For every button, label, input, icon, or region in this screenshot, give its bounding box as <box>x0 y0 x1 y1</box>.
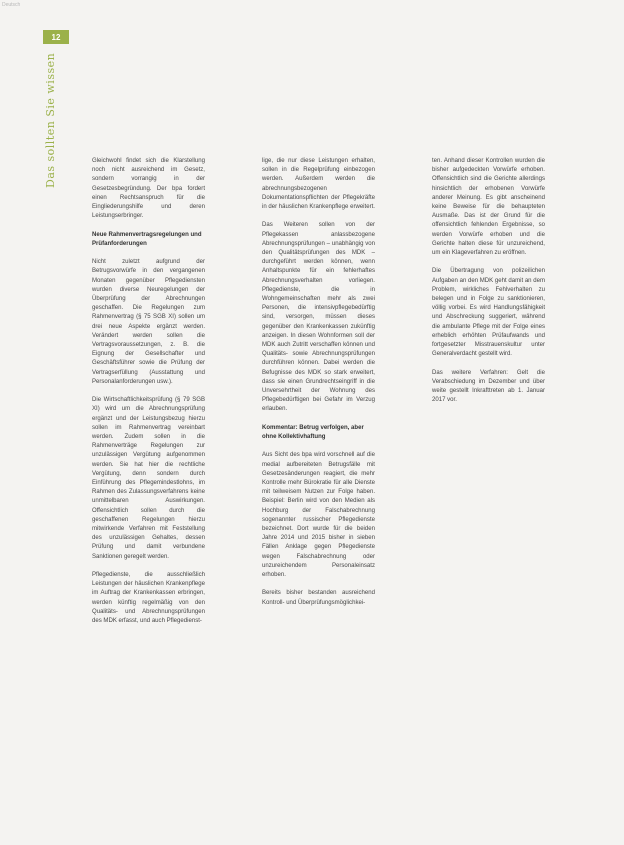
page-number: 12 <box>43 30 69 44</box>
paragraph: Gleichwohl findet sich die Klarstellung noch nicht ausreichend im Gesetz, sondern vorrangig in der Gesetzesbegründung. Der bpa fordert einen Rechtsanspruch für die Eingliederungshilfe und deren Leistungserbringer. <box>92 158 205 220</box>
section-heading: Neue Rahmenvertragsregelungen und Prüfanforderungen <box>92 231 202 247</box>
paragraph: lige, die nur diese Leistungen erhalten, sollen in die Regelprüfung einbezogen werden. Außerdem werden die abrechnungsbezogenen Dokumentationspflichten der Pflegekräfte in der häuslichen Krankenpflege erweitert. <box>262 158 375 211</box>
text-column-1 <box>92 157 205 635</box>
paragraph: Pflegedienste, die ausschließlich Leistungen der häuslichen Krankenpflege im Auftrag der Krankenkassen erbringen, werden künftig regelmäßig von den Qualitäts- und Abrechnungsprüfungen des MDK erfasst, und auch Pflegedienst- <box>92 572 205 625</box>
paragraph: Aus Sicht des bpa wird vorschnell auf die medial aufbereiteten Betrugsfälle mit Gesetzesänderungen reagiert, die mehr Kontrolle mehr Bürokratie für alle Dienste mit teilweisem Nutzen zur Folge haben. Beispiel: Berlin wird von den Medien als Hochburg der Falschabrechnung sogenannter russischer Pflegedienste bezeichnet. Dort wurde für die beiden Jahre 2014 und 2015 bisher in sieben Fällen Anklage gegen Pflegedienste wegen Falschabrechnung oder unzureichendem Personaleinsatz erhoben. <box>262 452 375 579</box>
text-column-3 <box>432 157 545 415</box>
section-heading: Kommentar: Betrug verfolgen, aber ohne Kollektivhaftung <box>262 424 364 441</box>
paragraph: Die Übertragung von polizeilichen Aufgaben an den MDK geht damit an dem Problem, wirkliches Fehlverhalten zu belegen und in Folge zu sanktionieren, völlig vorbei. Es wird Handlungsfähigkeit und Abschreckung suggeriert, während die ambulante Pflege mit der Folge eines erheblich erhöhten Prüfaufwands und fortgesetzter Misstrauenskultur unter Generalverdacht gestellt wird. <box>432 268 545 358</box>
corner-label: Deutsch <box>2 2 21 8</box>
paragraph: Nicht zuletzt aufgrund der Betrugsvorwürfe in den vergangenen Monaten gegenüber Pflegediensten wurden diverse Neuregelungen der Überprüfung der Abrechnungen geschaffen. Die Regelungen zum Rahmenvertrag (§ 75 SGB XI) sollen um drei neue Aspekte ergänzt werden. Verändert werden sollen die Vertragsvoraussetzungen, z. B. die Eignung der Gesellschafter und Geschäftsführer sowie die Prüfung der Vertragserfüllung (Ausstattung und Personalanforderungen usw.). <box>92 259 205 385</box>
paragraph: Das weitere Verfahren: Gelt die Verabschiedung im Dezember und über weite gestellt Inkrafttreten ab 1. Januar 2017 vor. <box>432 369 545 404</box>
paragraph: Das Weiteren sollen von der Pflegekassen anlassbezogene Abrechnungsprüfungen – unabhängig von den Qualitätsprüfungen des MDK – durchgeführt werden können, wenn Anhaltspunkte für ein fehlerhaftes Abrechnungsverhalten vorliegen. Pflegedienste, die in Wohngemeinschaften mehr als zwei Personen, die intensivpflegebedürftig sind, versorgen, müssen dieses gegenüber den Krankenkassen zukünftig anzeigen. In diesen Wohnformen soll der MDK auch Zutritt verschaffen können und Qualitäts- sowie Abrechnungsprüfungen durchführen können. Dabei werden die Befugnisse des MDK so stark erweitert, dass sie einen Grundrechtseingriff in die Unversehrtheit der Wohnung des Pflegebedürftigen bei Gefahr im Verzug erlauben. <box>262 222 375 413</box>
paragraph: Bereits bisher bestanden ausreichend Kontroll- und Überprüfungsmöglichkei- <box>262 590 375 606</box>
section-title: Das sollten Sie wissen <box>44 52 57 188</box>
text-column-2 <box>262 157 375 617</box>
paragraph: Die Wirtschaftlichkeitsprüfung (§ 79 SGB XI) wird um die Abrechnungsprüfung ergänzt und der Leistungsbezug hierzu sollen im Rahmenvertrag vereinbart werden. Zudem sollen in die Rahmenverträge Regelungen zur unzulässigen Vergütung aufgenommen werden. Sie hat hier die rechtliche Vergütung, denn sondern durch Einführung des Pflegemindestlohns, im Rahmen des Zulassungsverfahrens keine unmittelbaren Auswirkungen. Offensichtlich sollen durch die geschaffenen Regelungen hierzu mitwirkende Verfahren mit Feststellung des unzulässigen Gehaltes, dessen Prüfung und damit verbundene Sanktionen geregelt werden. <box>92 397 205 560</box>
paragraph: ten. Anhand dieser Kontrollen wurden die bisher aufgedeckten Vorwürfe erhoben. Offensichtlich sind die Gerichte allerdings hinsichtlich der erhobenen Vorwürfe anderer Meinung. Es gibt anscheinend keine Beweise für die behaupteten Ausmaße. Das ist der Grund für die offensichtlich fehlenden Ergebnisse, so werden Vorwürfe erhoben und die Gerichte halten diese für unzureichend, um ein Klageverfahren zu eröffnen. <box>432 158 545 257</box>
